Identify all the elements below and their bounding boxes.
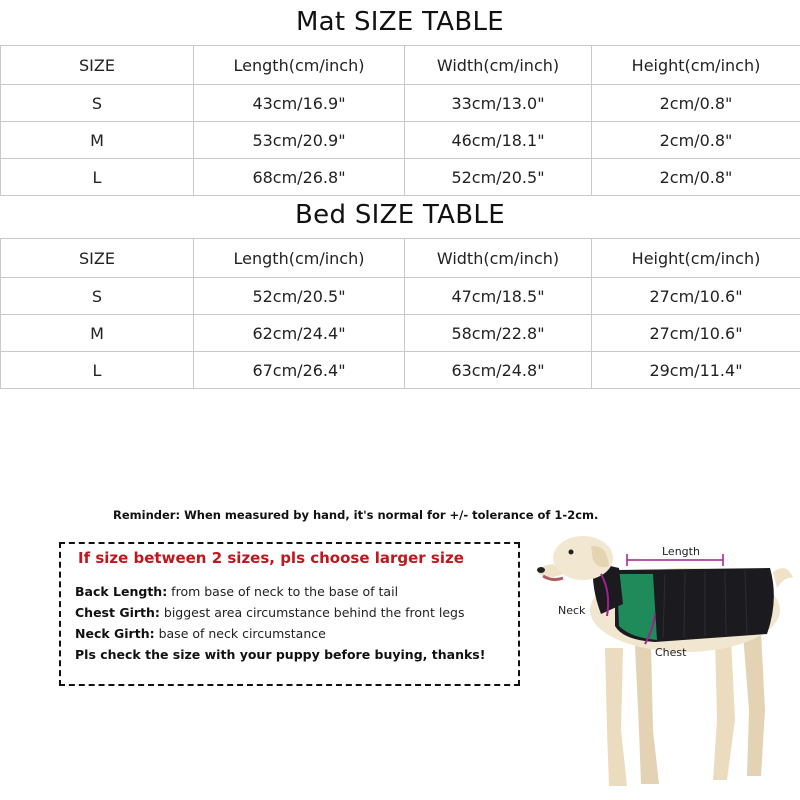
length-measure-label: Length bbox=[662, 545, 700, 558]
table-cell: S bbox=[1, 278, 194, 315]
table-row bbox=[1, 159, 800, 196]
bed-table-title: Bed SIZE TABLE bbox=[295, 200, 505, 230]
table-row bbox=[1, 352, 800, 389]
table-cell: 2cm/0.8" bbox=[592, 159, 800, 196]
bed-size-table bbox=[0, 238, 800, 389]
neck-girth-label: Neck Girth: bbox=[75, 626, 155, 641]
table-header-row bbox=[1, 239, 800, 278]
table-cell: 67cm/26.4" bbox=[194, 352, 405, 389]
table-row bbox=[1, 278, 800, 315]
chest-girth-line bbox=[75, 605, 464, 620]
mat-size-table bbox=[0, 45, 800, 196]
table-cell: S bbox=[1, 85, 194, 122]
table-cell: 52cm/20.5" bbox=[405, 159, 592, 196]
header-cell: Height(cm/inch) bbox=[592, 239, 800, 278]
bed-size-table-section bbox=[0, 193, 800, 386]
header-cell: Length(cm/inch) bbox=[194, 46, 405, 85]
header-cell: Height(cm/inch) bbox=[592, 46, 800, 85]
chest-girth-label: Chest Girth: bbox=[75, 605, 160, 620]
table-cell: 27cm/10.6" bbox=[592, 278, 800, 315]
table-cell: 43cm/16.9" bbox=[194, 85, 405, 122]
table-cell: 27cm/10.6" bbox=[592, 315, 800, 352]
table-cell: 52cm/20.5" bbox=[194, 278, 405, 315]
table-cell: 58cm/22.8" bbox=[405, 315, 592, 352]
neck-girth-line bbox=[75, 626, 326, 641]
table-row bbox=[1, 85, 800, 122]
table-header-row bbox=[1, 46, 800, 85]
neck-measure-label: Neck bbox=[558, 604, 586, 617]
table-cell: 2cm/0.8" bbox=[592, 85, 800, 122]
table-cell: M bbox=[1, 315, 194, 352]
header-cell: Width(cm/inch) bbox=[405, 239, 592, 278]
table-row bbox=[1, 315, 800, 352]
table-cell: 68cm/26.8" bbox=[194, 159, 405, 196]
table-cell: 47cm/18.5" bbox=[405, 278, 592, 315]
chest-measure-label: Chest bbox=[655, 646, 687, 659]
table-cell: 46cm/18.1" bbox=[405, 122, 592, 159]
table-cell: 33cm/13.0" bbox=[405, 85, 592, 122]
table-cell: 63cm/24.8" bbox=[405, 352, 592, 389]
table-row bbox=[1, 122, 800, 159]
table-cell: 53cm/20.9" bbox=[194, 122, 405, 159]
back-length-line bbox=[75, 584, 398, 599]
header-cell: SIZE bbox=[1, 239, 194, 278]
header-cell: Length(cm/inch) bbox=[194, 239, 405, 278]
size-advice-headline: If size between 2 sizes, pls choose larger size bbox=[78, 549, 464, 567]
measurement-info-box bbox=[59, 542, 520, 686]
table-cell: M bbox=[1, 122, 194, 159]
closing-note: Pls check the size with your puppy before buying, thanks! bbox=[75, 647, 486, 662]
mat-size-table-section bbox=[0, 0, 800, 193]
header-cell: Width(cm/inch) bbox=[405, 46, 592, 85]
table-cell: L bbox=[1, 159, 194, 196]
tolerance-reminder: Reminder: When measured by hand, it's normal for +/- tolerance of 1-2cm. bbox=[113, 508, 599, 522]
mat-table-title: Mat SIZE TABLE bbox=[295, 7, 505, 37]
dog-in-jacket-illustration bbox=[535, 530, 800, 798]
table-cell: 62cm/24.4" bbox=[194, 315, 405, 352]
neck-girth-text: base of neck circumstance bbox=[154, 626, 326, 641]
back-length-text: from base of neck to the base of tail bbox=[167, 584, 399, 599]
table-cell: 2cm/0.8" bbox=[592, 122, 800, 159]
header-cell: SIZE bbox=[1, 46, 194, 85]
table-cell: 29cm/11.4" bbox=[592, 352, 800, 389]
back-length-label: Back Length: bbox=[75, 584, 168, 599]
table-cell: L bbox=[1, 352, 194, 389]
chest-girth-text: biggest area circumstance behind the front legs bbox=[159, 605, 465, 620]
